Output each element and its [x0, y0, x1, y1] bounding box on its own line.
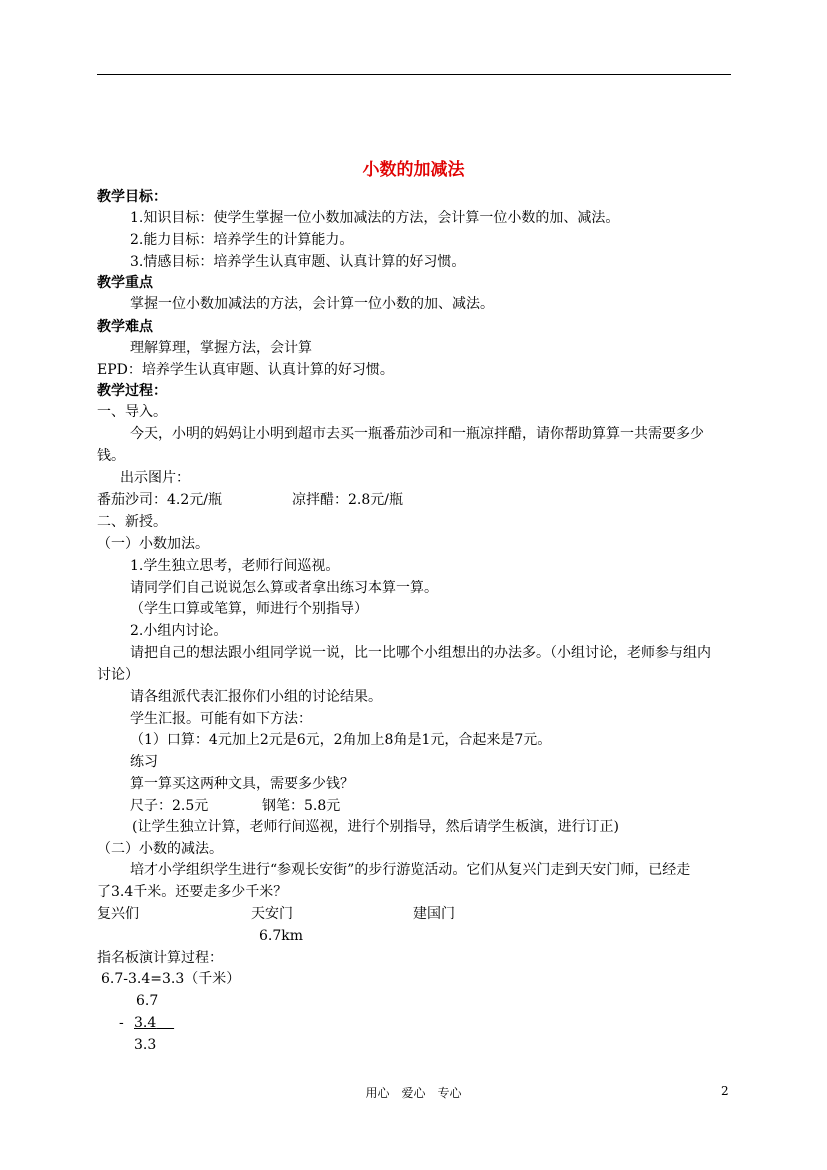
subtraction-paragraph-line-1: 培才小学组织学生进行“参观长安街”的步行游览活动。它们从复兴门走到天安门师，已经走	[130, 862, 691, 878]
step-1-instruction: 请同学们自己说说怎么算或者拿出练习本算一算。	[130, 580, 438, 596]
vertical-minus-sign: -	[119, 1015, 124, 1031]
intro-paragraph-line-2: 钱。	[97, 448, 125, 464]
vertical-difference: 3.3	[134, 1037, 157, 1053]
step-2-paragraph-line-1: 请把自己的想法跟小组同学说一说，比一比哪个小组想出的办法多。（小组讨论，老师参与组内	[130, 645, 711, 661]
step-2: 2.小组内讨论。	[130, 623, 228, 639]
practice-note: (让学生独立计算，老师行间巡视，进行个别指导，然后请学生板演，进行订正)	[132, 819, 619, 835]
subsection-subtraction: （二）小数的减法。	[97, 841, 223, 857]
student-report: 学生汇报。可能有如下方法：	[130, 711, 312, 727]
step-1: 1.学生独立思考，老师行间巡视。	[130, 558, 340, 574]
subsection-addition: （一）小数加法。	[97, 536, 209, 552]
location-jianguomen: 建国门	[413, 906, 455, 922]
price-ruler: 尺子：2.5元	[130, 798, 209, 814]
practice-label: 练习	[130, 754, 158, 770]
objective-3: 3.情感目标：培养学生认真审题、认真计算的好习惯。	[130, 254, 466, 270]
header-rule	[97, 74, 731, 75]
key-point-text: 掌握一位小数加减法的方法，会计算一位小数的加、减法。	[130, 296, 494, 312]
price-ketchup: 番茄沙司：4.2元/瓶	[97, 492, 222, 508]
page-footer: 用心 爱心 专心	[365, 1086, 462, 1100]
location-tiananmen: 天安门	[251, 906, 293, 922]
difficulty-text: 理解算理，掌握方法，会计算	[130, 340, 312, 356]
heading-difficulties: 教学难点	[97, 319, 153, 335]
location-fuxingmen: 复兴们	[97, 906, 139, 922]
section-new-lesson: 二、新授。	[97, 514, 167, 530]
show-picture-line: 出示图片：	[120, 470, 190, 486]
report-instruction: 请各组派代表汇报你们小组的讨论结果。	[130, 689, 382, 705]
step-2-paragraph-line-2: 讨论）	[97, 667, 139, 683]
vertical-minuend: 6.7	[136, 993, 159, 1009]
intro-paragraph-line-1: 今天，小明的妈妈让小明到超市去买一瓶番茄沙司和一瓶凉拌醋，请你帮助算算一共需要多少	[130, 426, 704, 442]
board-work-label: 指名板演计算过程：	[97, 950, 223, 966]
section-intro: 一、导入。	[97, 404, 167, 420]
objective-1: 1.知识目标：使学生掌握一位小数加减法的方法，会计算一位小数的加、减法。	[130, 210, 620, 226]
document-title: 小数的加减法	[362, 160, 465, 180]
heading-process: 教学过程：	[97, 383, 167, 399]
heading-objectives: 教学目标：	[97, 189, 167, 205]
vertical-subtrahend: 3.4	[134, 1015, 157, 1031]
page-number: 2	[721, 1084, 729, 1098]
price-pen: 钢笔：5.8元	[262, 798, 341, 814]
objective-2: 2.能力目标：培养学生的计算能力。	[130, 232, 354, 248]
subtraction-paragraph-line-2: 了3.4千米。还要走多少千米？	[97, 884, 288, 900]
heading-key-points: 教学重点	[97, 275, 153, 291]
price-vinegar: 凉拌醋：2.8元/瓶	[292, 492, 403, 508]
equation-line: 6.7-3.4=3.3（千米）	[101, 971, 241, 987]
practice-question: 算一算买这两种文具，需要多少钱？	[130, 776, 354, 792]
distance-label: 6.7km	[259, 928, 304, 944]
epd-line: EPD：培养学生认真审题、认真计算的好习惯。	[97, 362, 394, 378]
step-1-note: （学生口算或笔算，师进行个别指导）	[130, 601, 368, 617]
method-1: （1）口算：4元加上2元是6元，2角加上8角是1元，合起来是7元。	[130, 732, 552, 748]
